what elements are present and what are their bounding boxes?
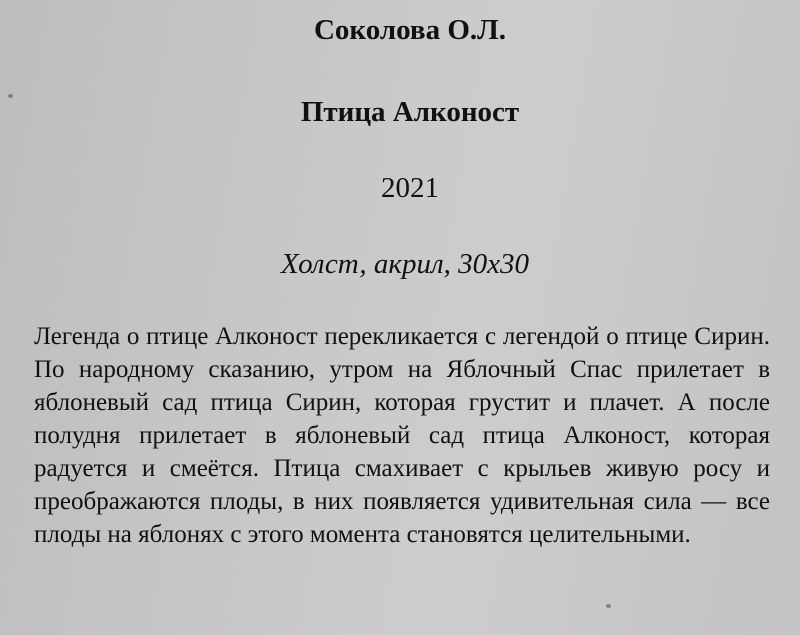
artwork-medium: Холст, акрил, 30x30 <box>280 248 530 280</box>
artwork-year: 2021 <box>381 172 439 204</box>
paper-speck <box>8 94 13 98</box>
artwork-title: Птица Алконост <box>300 96 520 128</box>
paper-speck <box>606 604 611 608</box>
artwork-description: Легенда о птице Алконост перекликается с легендой о птице Сирин. По народному сказанию, утром на Яблочный Спас прилетает в яблоневый сад птица Сирин, которая грустит и плачет. А после полудня прилетает в яблоневый сад птица Алконост, которая радуется и смеётся. Птица смахивает с крыльев живую росу и преображаются плоды, в них появляется удивительная сила — все плоды на яблонях с этого момента становятся целительными. <box>34 323 770 548</box>
artist-name: Соколова О.Л. <box>313 14 506 46</box>
